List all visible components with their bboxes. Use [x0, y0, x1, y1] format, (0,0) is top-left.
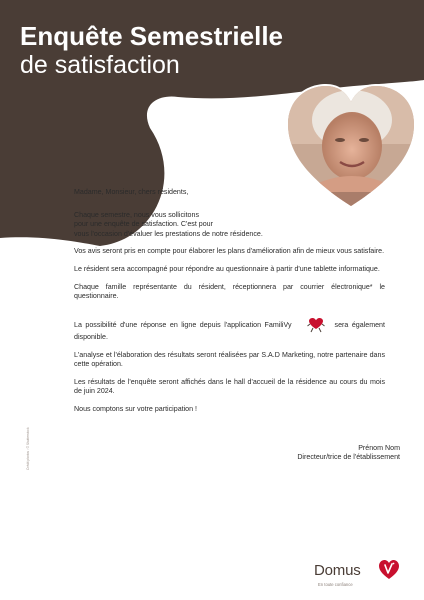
- letter-paragraph-tablet: Le résident sera accompagné pour répondre au questionnaire à partir d'une tablette informatique.: [74, 265, 380, 274]
- footnote-line: * Si vous ne possédez pas d'adresse mail: [8, 530, 103, 536]
- letter-paragraph-online: [74, 317, 385, 342]
- familivy-app-icon: [307, 317, 325, 333]
- footnote-line: vous pourrez effectuer votre réponse au questionnaire: [8, 548, 131, 555]
- intro-line-2: pour une enquête de satisfaction. C'est pour: [74, 220, 213, 229]
- intro-line-1: Chaque semestre, nous vous sollicitons: [74, 211, 199, 220]
- title-line-2: de satisfaction: [20, 51, 180, 80]
- online-text-after: sera également disponible.: [74, 321, 385, 342]
- signature-role: Directeur/trice de l'établissement: [297, 453, 400, 462]
- letter-body: [74, 188, 385, 422]
- footnote: [8, 530, 204, 567]
- page-title: [20, 22, 283, 79]
- letter-paragraph-intro: [74, 211, 385, 239]
- footnote-line: satisfaction et ne sera communiquée qu'à notre seul prestataire: [8, 561, 152, 568]
- logo-wordmark: Domus: [314, 562, 361, 579]
- letter-paragraph-opinions: Vos avis seront pris en compte pour élaborer les plans d'amélioration afin de mieux vous satisfaire.: [74, 247, 385, 256]
- online-text-before: La possibilité d'une réponse en ligne depuis l'application FamiliVy: [74, 321, 292, 329]
- intro-line-3: vous l'occasion d'évaluer les prestations de notre résidence.: [74, 229, 263, 238]
- letter-closing: Nous comptons sur votre participation !: [74, 404, 198, 413]
- title-line-1: Enquête Semestrielle: [20, 21, 283, 51]
- letter-paragraph-analysis: L'analyse et l'élaboration des résultats seront réalisées par S.A.D Marketing, notre partenaire dans cette opération.: [74, 350, 385, 369]
- letter-paragraph-email: Chaque famille représentante du résident, réceptionnera par courrier électronique* le questionnaire.: [74, 282, 385, 300]
- footnote-line: . L'adresse mail fournie ne servira que pour l'enquête de: [8, 554, 135, 561]
- footnote-line: personnelle vous pouvez nous fournir celle: [8, 536, 105, 543]
- domusvi-heart-icon: [378, 559, 400, 581]
- signature-block: [297, 444, 400, 463]
- logo-tagline: En toute confiance: [318, 582, 353, 587]
- domusvi-logo: [314, 556, 410, 592]
- signature-name: Prénom Nom: [358, 444, 400, 452]
- photo-credit: Crédit photos : © Shutterstock: [26, 427, 30, 470]
- letter-greeting: Madame, Monsieur, chers résidents,: [74, 188, 189, 196]
- footnote-line: d'un membre de votre entourage auprès duquel: [8, 542, 116, 549]
- letter-paragraph-results: Les résultats de l'enquête seront affichés dans le hall d'accueil de la résidence au cours du mois de juin 2024.: [74, 377, 385, 395]
